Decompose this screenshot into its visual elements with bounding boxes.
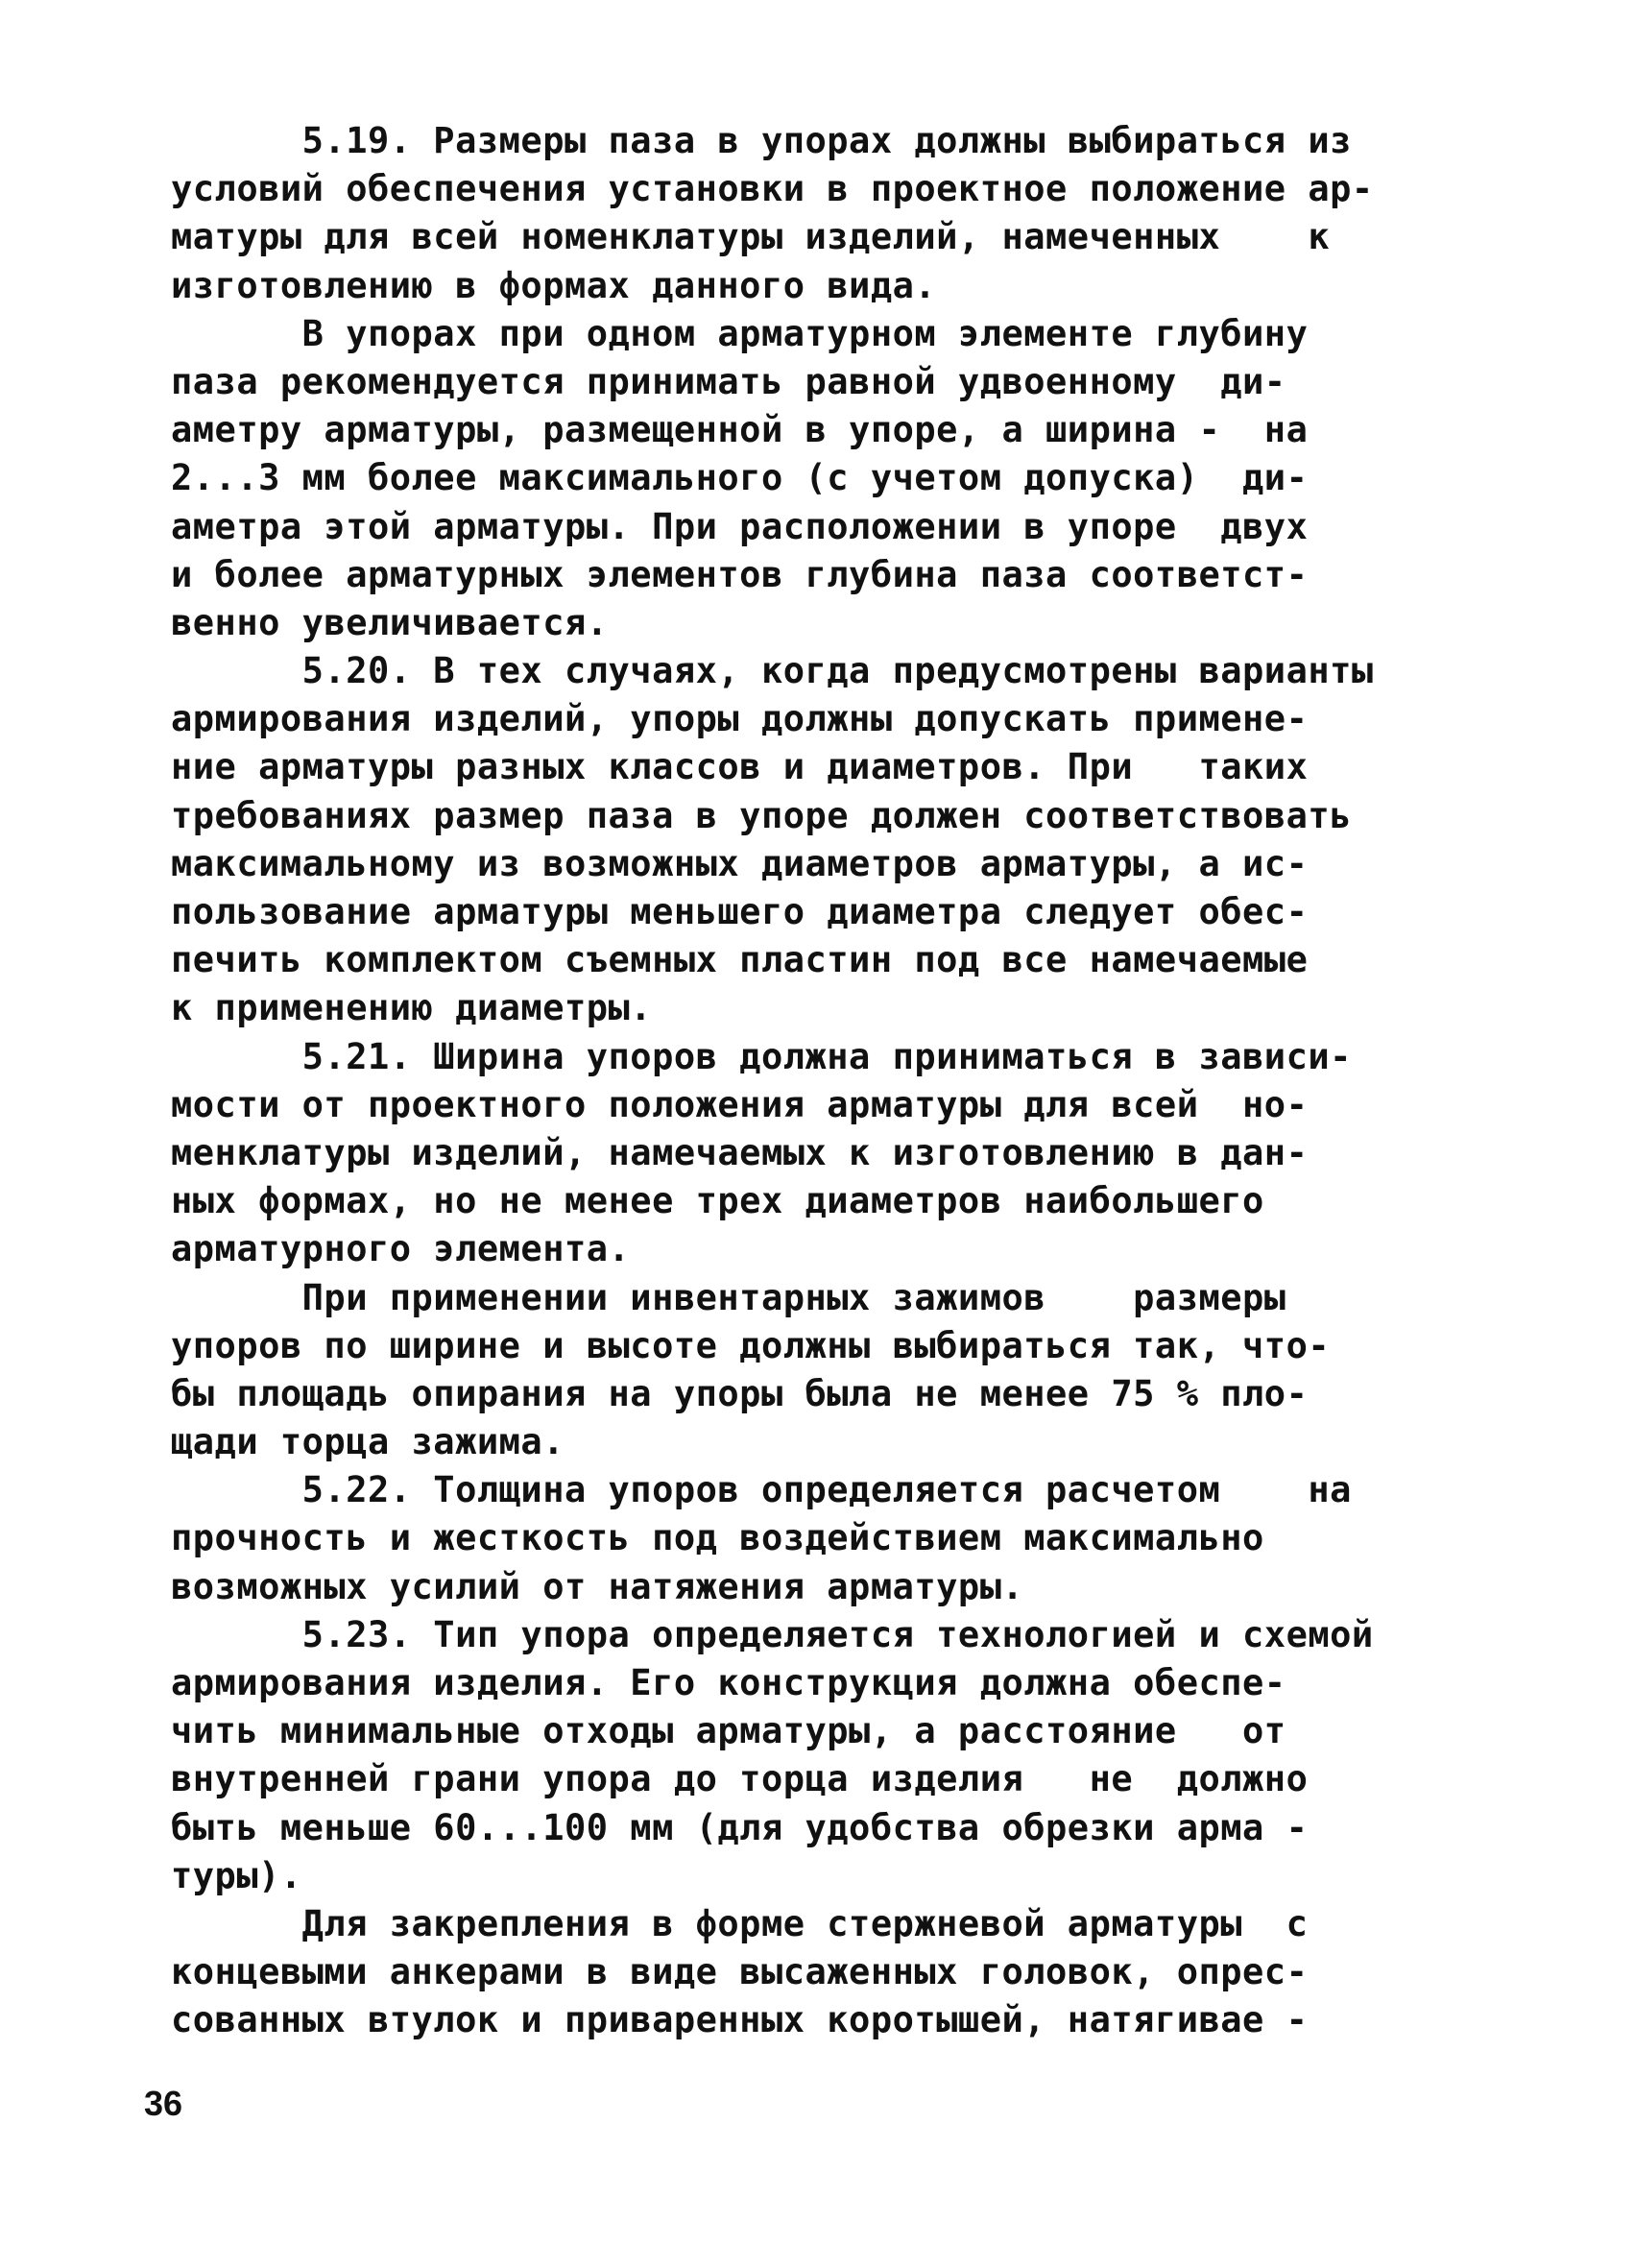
text-line: паза рекомендуется принимать равной удвоенному ди-	[171, 360, 1286, 402]
text-line: Для закрепления в форме стержневой арматуры с	[171, 1902, 1309, 1944]
text-line: 5.22. Толщина упоров определяется расчетом на	[171, 1469, 1352, 1511]
page-number: 36	[144, 2084, 183, 2123]
text-line: и более арматурных элементов глубина паза соответст-	[171, 553, 1309, 595]
text-line: требованиях размер паза в упоре должен соответствовать	[171, 794, 1352, 836]
text-line: матуры для всей номенклатуры изделий, намеченных к	[171, 216, 1331, 258]
text-line: к применению диаметры.	[171, 987, 653, 1029]
text-line: аметра этой арматуры. При расположении в упоре двух	[171, 505, 1309, 547]
text-line: чить минимальные отходы арматуры, а расстояние от	[171, 1710, 1286, 1752]
text-line: максимальному из возможных диаметров арматуры, а ис-	[171, 842, 1309, 884]
text-line: ных формах, но не менее трех диаметров наибольшего	[171, 1180, 1264, 1222]
text-line: условий обеспечения установки в проектное положение ар-	[171, 168, 1374, 210]
text-line: венно увеличивается.	[171, 601, 609, 643]
text-line: быть меньше 60...100 мм (для удобства обрезки арма -	[171, 1806, 1309, 1848]
text-line: мости от проектного положения арматуры для всей но-	[171, 1083, 1309, 1125]
text-line: упоров по ширине и высоте должны выбираться так, что-	[171, 1324, 1331, 1366]
text-line: печить комплектом съемных пластин под все намечаемые	[171, 939, 1309, 981]
text-line: бы площадь опирания на упоры была не менее 75 % пло-	[171, 1372, 1309, 1414]
text-line: туры).	[171, 1854, 302, 1896]
text-line: 2...3 мм более максимального (с учетом допуска) ди-	[171, 457, 1309, 499]
text-line: армирования изделий, упоры должны допускать примене-	[171, 698, 1309, 740]
text-line: 5.19. Размеры паза в упорах должны выбираться из	[171, 120, 1352, 161]
text-line: 5.20. В тех случаях, когда предусмотрены варианты	[171, 650, 1374, 692]
text-line: щади торца зажима.	[171, 1421, 565, 1463]
text-line: При применении инвентарных зажимов размеры	[171, 1276, 1286, 1318]
text-line: 5.23. Тип упора определяется технологией и схемой	[171, 1613, 1374, 1655]
text-line: арматурного элемента.	[171, 1228, 631, 1270]
text-line: ние арматуры разных классов и диаметров. При таких	[171, 746, 1309, 788]
text-line: сованных втулок и приваренных коротышей, натягивае -	[171, 1999, 1309, 2041]
text-line: возможных усилий от натяжения арматуры.	[171, 1565, 1024, 1607]
text-line: армирования изделия. Его конструкция должна обеспе-	[171, 1662, 1286, 1703]
text-line: пользование арматуры меньшего диаметра следует обес-	[171, 891, 1309, 932]
text-line: аметру арматуры, размещенной в упоре, а ширина - на	[171, 409, 1309, 451]
text-line: внутренней грани упора до торца изделия не должно	[171, 1758, 1309, 1800]
text-line: концевыми анкерами в виде высаженных головок, опрес-	[171, 1951, 1309, 1993]
text-line: прочность и жесткость под воздействием максимально	[171, 1517, 1264, 1559]
body-text	[171, 117, 1457, 2045]
text-line: изготовлению в формах данного вида.	[171, 264, 937, 306]
text-line: В упорах при одном арматурном элементе глубину	[171, 312, 1309, 354]
text-line: менклатуры изделий, намечаемых к изготовлению в дан-	[171, 1131, 1309, 1173]
text-line: 5.21. Ширина упоров должна приниматься в зависи-	[171, 1035, 1352, 1077]
